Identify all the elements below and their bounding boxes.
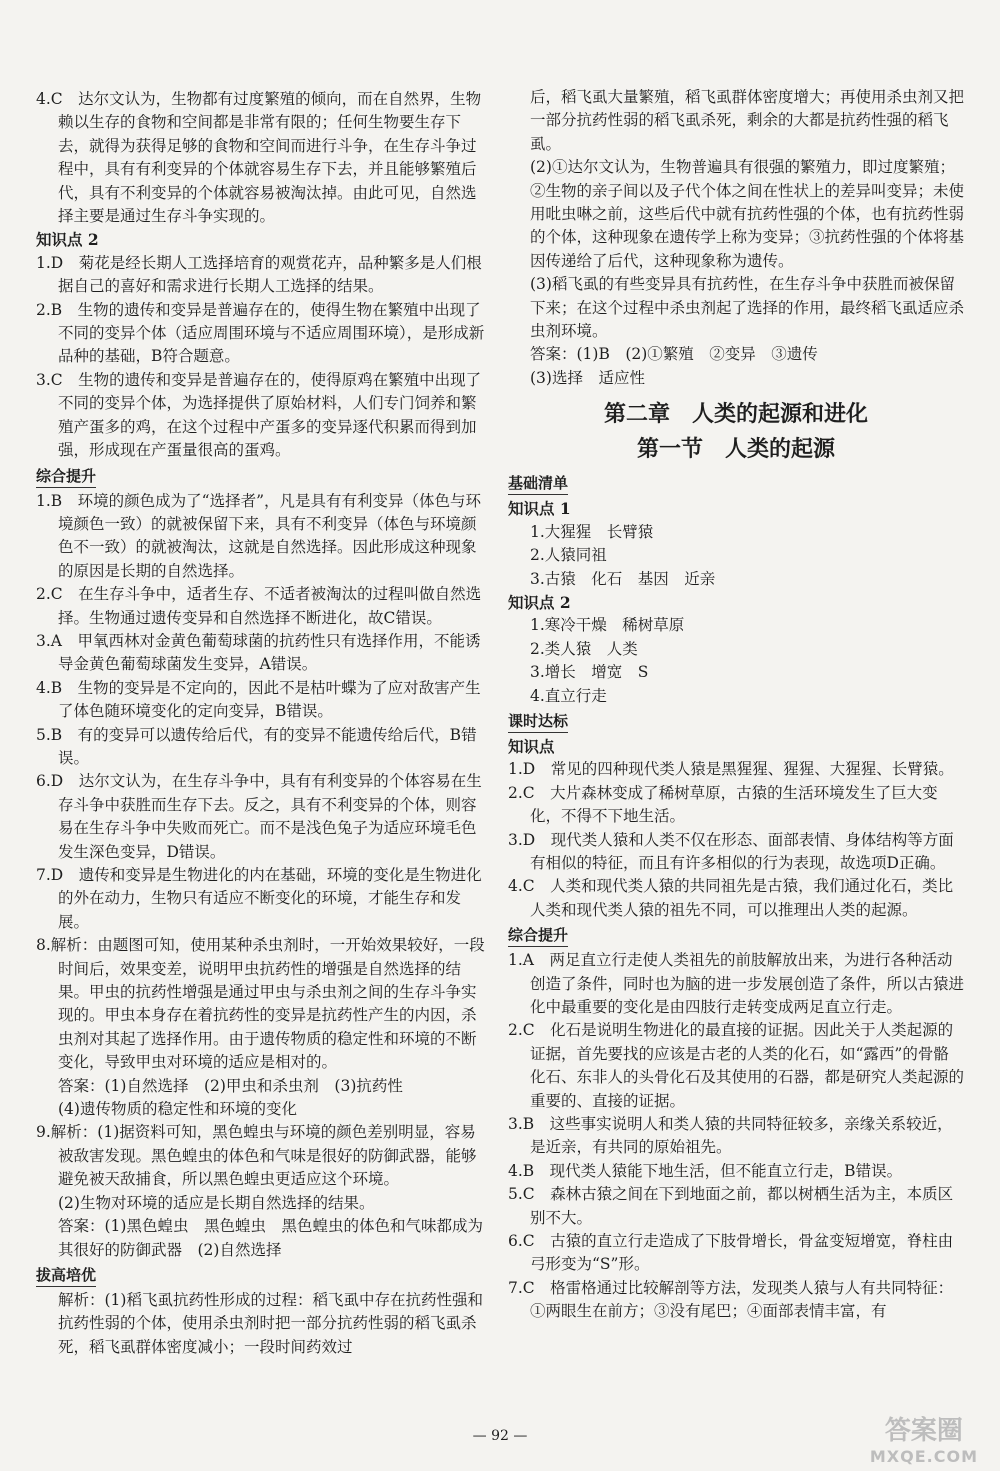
section-heading-wrap — [36, 1262, 488, 1289]
answer-text: (3)选择 适应性 — [530, 368, 645, 387]
answer-text: 后，稻飞虱大量繁殖，稻飞虱群体密度增大；再使用杀虫剂又把一部分抗药性弱的稻飞虱杀死，剩余的大都是抗药性强的稻飞虱。 — [530, 88, 965, 153]
section-heading: 综合提升 — [508, 925, 568, 947]
answer-text: 3.增长 增宽 S — [530, 663, 649, 682]
answer-text: 2.人猿同祖 — [530, 546, 607, 565]
answer-item: 9.解析：(1)据资料可知，黑色蝗虫与环境的颜色差别明显，容易被敌害发现。黑色蝗虫的体色和气味是很好的防御武器，能够避免被天敌捕食，所以黑色蝗虫更适应这个环境。 — [36, 1123, 477, 1189]
answer-item: 4.C 人类和现代类人猿的共同祖先是古猿，我们通过化石，类比人类和现代类人猿的祖先不同，可以推理出人类的起源。 — [508, 877, 954, 919]
watermark-text: 答案圈 — [884, 1416, 963, 1446]
answer-text: 答案：(1)B (2)①繁殖 ②变异 ③遗传 — [530, 345, 818, 364]
answer-item: 3.C 生物的遗传和变异是普遍存在的，使得原鸡在繁殖中出现了不同的变异个体，为选择提供了原始材料，人们专门饲养和繁殖产蛋多的鸡，在这个过程中产蛋多的变异逐代积累而得到加强，形成现在产蛋量很高的蛋鸡。 — [36, 370, 482, 460]
answer-text: 2.类人猿 人类 — [530, 639, 638, 658]
section-heading: 拔高培优 — [36, 1265, 96, 1287]
left-column — [36, 88, 488, 1359]
answer-item: 4.B 生物的变异是不定向的，因此不是枯叶蝶为了应对敌害产生了体色随环境变化的定向变异，B错误。 — [36, 678, 481, 721]
answer-text: (2)①达尔文认为，生物普遍具有很强的繁殖力，即过度繁殖；②生物的亲子间以及子代个体之间在性状上的差异叫变异；未使用吡虫啉之前，这些后代中就有抗药性强的个体，也有抗药性弱的个体，这种现象在遗传学上称为变异；③抗药性强的个体将基因传递给了后代，这种现象称为遗传。 — [530, 158, 965, 270]
section-heading-wrap — [508, 922, 964, 949]
section-heading-wrap — [508, 708, 964, 735]
section-heading-wrap — [36, 463, 488, 490]
answer-item: 3.A 甲氧西林对金黄色葡萄球菌的抗药性只有选择作用，不能诱导金黄色葡萄球菌发生变异，A错误。 — [36, 631, 481, 674]
knowledge-point-label: 知识点 2 — [36, 230, 99, 250]
answer-text: (4)遗传物质的稳定性和环境的变化 — [58, 1100, 297, 1119]
answer-text: 答案：(1)自然选择 (2)甲虫和杀虫剂 (3)抗药性 — [58, 1076, 403, 1095]
answer-text: (2)生物对环境的适应是长期自然选择的结果。 — [58, 1193, 375, 1212]
knowledge-point-label: 知识点 1 — [508, 499, 571, 519]
answer-text: 4.直立行走 — [530, 686, 607, 705]
knowledge-point-label: 知识点 — [508, 736, 555, 756]
answer-item: 5.C 森林古猿之间在下到地面之前，都以树栖生活为主，本质区别不大。 — [508, 1185, 954, 1227]
answer-item: 2.C 在生存斗争中，适者生存、不适者被淘汰的过程叫做自然选择。生物通过遗传变异和自然选择不断进化，故C错误。 — [36, 585, 482, 627]
watermark-url: MXQE.COM — [869, 1447, 978, 1466]
answer-item: 1.D 菊花是经长期人工选择培育的观赏花卉，品种繁多是人们根据自己的喜好和需求进行长期人工选择的结果。 — [36, 253, 482, 296]
answer-item: 1.B 环境的颜色成为了“选择者”，凡是具有有利变异（体色与环境颜色一致）的就被保留下来，具有不利变异（体色与环境颜色不一致）的就被淘汰，这就是自然选择。因此形成这种现象的原因是长期的自然选择。 — [36, 491, 482, 580]
answer-text: 1.大猩猩 长臂猿 — [530, 522, 654, 541]
answer-item: 8.解析：由题图可知，使用某种杀虫剂时，一开始效果较好，一段时间后，效果变差，说明甲虫抗药性的增强是自然选择的结果。甲虫的抗药性增强是通过甲虫与杀虫剂之间的生存斗争实现的。甲虫本身存在着抗药性的变异是抗药性产生的内因，杀虫剂对其起了选择作用。由于遗传物质的稳定性和环境的不断变化，导致甲虫对环境的适应是相对的。 — [36, 936, 485, 1072]
section-title: 第一节 人类的起源 — [636, 436, 835, 463]
section-heading-wrap — [508, 470, 964, 497]
section-heading: 基础清单 — [508, 473, 568, 495]
answer-item: 7.D 遗传和变异是生物进化的内在基础，环境的变化是生物进化的外在动力，生物只有适应不断变化的环境，才能生存和发展。 — [36, 866, 482, 931]
answer-item: 4.C 达尔文认为，生物都有过度繁殖的倾向，而在自然界，生物赖以生存的食物和空间都是非常有限的；任何生物要生存下去，就得为获得足够的食物和空间而进行斗争，在生存斗争过程中，具有有利变异的个体就容易生存下去，并且能够繁殖后代，具有不利变异的个体就容易被淘汰掉。由此可见，自然选择主要是通过生存斗争实现的。 — [36, 90, 482, 226]
answer-item: 6.C 古猿的直立行走造成了下肢骨增长，骨盆变短增宽，脊柱由弓形变为“S”形。 — [508, 1232, 954, 1274]
answer-item: 6.D 达尔文认为，在生存斗争中，具有有利变异的个体容易在生存斗争中获胜而生存下去。反之，具有不利变异的个体，则容易在生存斗争中失败而死亡。而不是浅色兔子为适应环境毛色发生深色变异，D错误。 — [36, 772, 482, 861]
answer-item: 7.C 格雷格通过比较解剖等方法，发现类人猿与人有共同特征：①两眼生在前方；③没有尾巴；④面部表情丰富，有 — [508, 1278, 954, 1321]
answer-item: 2.C 化石是说明生物进化的最直接的证据。因此关于人类起源的证据，首先要找的应该是古老的人类的化石，如“露西”的骨骼化石、东非人的头骨化石及其使用的石器，都是研究人类起源的重要的、直接的证据。 — [508, 1021, 965, 1110]
answer-item: 1.A 两足直立行走使人类祖先的前肢解放出来，为进行各种活动创造了条件，同时也为脑的进一步发展创造了条件，所以古猿进化中最重要的变化是由四肢行走转变成两足直立行走。 — [508, 951, 965, 1016]
page-number: — 92 — — [472, 1428, 528, 1444]
answer-text: 1.寒冷干燥 稀树草原 — [530, 616, 685, 635]
section-heading: 综合提升 — [36, 466, 96, 488]
answer-item: 3.D 现代类人猿和人类不仅在形态、面部表情、身体结构等方面有相似的特征，而且有许多相似的行为表现，故选项D正确。 — [508, 830, 954, 872]
answer-item: 1.D 常见的四种现代类人猿是黑猩猩、猩猩、大猩猩、长臂猿。 — [508, 760, 954, 779]
answer-text: 解析：(1)稻飞虱抗药性形成的过程：稻飞虱中存在抗药性强和抗药性弱的个体，使用杀虫剂时把一部分抗药性弱的稻飞虱杀死，稻飞虱群体密度减小；一段时间药效过 — [58, 1290, 483, 1356]
chapter-title: 第二章 人类的起源和进化 — [603, 401, 868, 428]
answer-text: 答案：(1)黑色蝗虫 黑色蝗虫 黑色蝗虫的体色和气味都成为其很好的防御武器 (2)自然选择 — [58, 1217, 483, 1259]
answer-item: 4.B 现代类人猿能下地生活，但不能直立行走，B错误。 — [508, 1161, 903, 1180]
answer-item: 2.B 生物的遗传和变异是普遍存在的，使得生物在繁殖中出现了不同的变异个体（适应周围环境与不适应周围环境），是形成新品种的基础，B符合题意。 — [36, 300, 485, 366]
section-heading: 课时达标 — [508, 711, 568, 733]
right-column — [508, 86, 964, 1324]
answer-item: 2.C 大片森林变成了稀树草原，古猿的生活环境发生了巨大变化，不得不下地生活。 — [508, 783, 938, 826]
answer-text: (3)稻飞虱的有些变异具有抗药性，在生存斗争中获胜而被保留下来；在这个过程中杀虫剂起了选择的作用，最终稻飞虱适应杀虫剂环境。 — [530, 275, 965, 341]
answer-item: 3.B 这些事实说明人和类人猿的共同特征较多，亲缘关系较近，是近亲，有共同的原始祖先。 — [508, 1115, 953, 1157]
answer-item: 5.B 有的变异可以遗传给后代，有的变异不能遗传给后代，B错误。 — [36, 725, 477, 767]
watermark-logo — [870, 1418, 978, 1470]
answer-text: 3.古猿 化石 基因 近亲 — [530, 569, 716, 588]
knowledge-point-label: 知识点 2 — [508, 592, 571, 612]
